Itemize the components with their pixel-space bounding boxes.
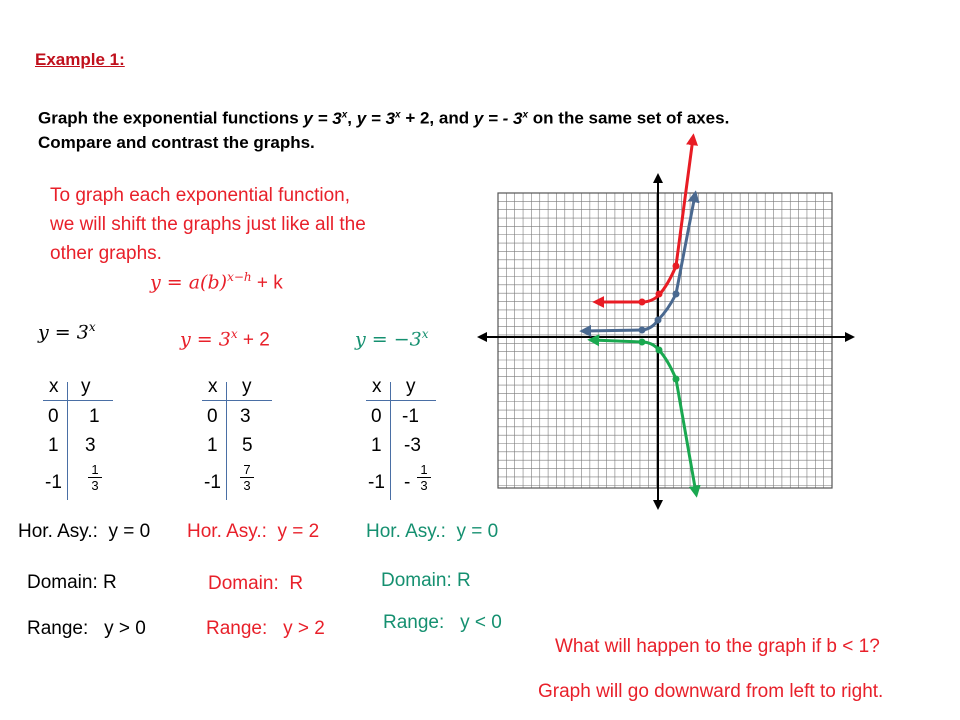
table-cell: -1 — [45, 472, 62, 493]
point-red — [639, 299, 646, 306]
function-label-base: y = −3 — [355, 328, 422, 351]
function-2-text: y = 3 — [356, 108, 396, 128]
fraction-denominator: 3 — [420, 478, 428, 493]
point-blue — [639, 327, 646, 334]
table-cell: -1 — [368, 472, 385, 493]
table-cell: -1 — [204, 472, 221, 493]
table-cell: 0 — [48, 406, 59, 427]
domain-value: R — [103, 572, 117, 593]
asymptote-value: y = 0 — [456, 521, 499, 542]
asymptote-value: y = 0 — [108, 521, 151, 542]
point-green — [639, 339, 646, 346]
intro-line-3: other graphs. — [50, 243, 162, 264]
problem-line-2: Compare and contrast the graphs. — [38, 132, 315, 152]
curve-green-left-arrow — [592, 340, 642, 342]
table-cell: 0 — [371, 406, 382, 427]
table-header-x: x — [208, 376, 218, 397]
intro-line-1: To graph each exponential function, — [50, 185, 350, 206]
fraction-numerator: 7 — [240, 462, 254, 478]
asymptote-label: Hor. Asy.: — [18, 521, 98, 542]
graph-grid — [498, 193, 832, 488]
problem-end: on the same set of axes. — [528, 108, 730, 128]
fraction-denominator: 3 — [243, 478, 251, 493]
table-header-y: y — [406, 376, 416, 397]
function-label-tail: + 2 — [237, 329, 270, 351]
range-label: Range: — [27, 618, 89, 639]
point-red — [656, 291, 663, 298]
formula-base: y = a(b) — [150, 271, 228, 294]
table-cell: 5 — [242, 435, 253, 456]
point-blue — [655, 317, 662, 324]
range-value: y < 0 — [460, 612, 502, 633]
fraction-denominator: 3 — [91, 478, 99, 493]
point-green — [673, 376, 680, 383]
function-2-tail: + 2, and — [400, 108, 474, 128]
table-cell: 3 — [240, 406, 251, 427]
table-cell: 1 — [48, 435, 59, 456]
table-cell: -1 — [402, 406, 419, 427]
curve-blue-left-arrow — [584, 330, 642, 331]
function-3-text: y = - 3 — [473, 108, 523, 128]
function-3-exp: x — [522, 109, 529, 120]
function-1-text: y = 3 — [303, 108, 342, 128]
question-text: What will happen to the graph if b < 1? — [555, 636, 880, 657]
function-label-exp: x — [230, 327, 238, 341]
point-red — [673, 263, 680, 270]
domain-label: Domain: — [381, 570, 452, 591]
table-cell: 3 — [85, 435, 96, 456]
table-cell: 1 — [89, 406, 100, 427]
range-label: Range: — [206, 618, 268, 639]
curve-green — [642, 342, 696, 493]
fraction-numerator: 1 — [88, 462, 102, 478]
point-blue — [673, 291, 680, 298]
function-1-exp: x — [341, 109, 348, 120]
table-cell: 0 — [207, 406, 218, 427]
table-cell: 1 — [207, 435, 218, 456]
asymptote-label: Hor. Asy.: — [187, 521, 267, 542]
example-title: Example 1: — [35, 50, 125, 69]
table-cell: -3 — [404, 435, 421, 456]
table-header-x: x — [372, 376, 382, 397]
asymptote-value: y = 2 — [277, 521, 320, 542]
answer-text: Graph will go downward from left to right. — [538, 681, 884, 702]
domain-label: Domain: — [27, 572, 98, 593]
table-header-y: y — [242, 376, 252, 397]
intro-line-2: we will shift the graphs just like all the — [50, 214, 366, 235]
formula-exp: x−h — [227, 270, 252, 284]
domain-value: R — [289, 573, 304, 594]
formula-tail: + k — [251, 272, 283, 294]
domain-label: Domain: — [208, 573, 279, 594]
function-2-exp: x — [395, 109, 401, 120]
table-header-y: y — [81, 376, 91, 397]
function-label-base: y = 3 — [38, 321, 89, 344]
table-cell: 1 — [371, 435, 382, 456]
separator: , — [347, 108, 357, 128]
function-label-exp: x — [421, 327, 429, 341]
function-label-exp: x — [88, 320, 96, 334]
point-green — [656, 347, 663, 354]
table-cell: - — [404, 472, 411, 493]
range-value: y > 0 — [104, 618, 146, 639]
domain-value: R — [457, 570, 471, 591]
fraction-numerator: 1 — [417, 462, 431, 478]
range-label: Range: — [383, 612, 445, 633]
table-header-x: x — [49, 376, 59, 397]
range-value: y > 2 — [283, 618, 325, 639]
asymptote-label: Hor. Asy.: — [366, 521, 446, 542]
problem-text: Graph the exponential functions — [38, 108, 304, 128]
function-label-base: y = 3 — [180, 328, 231, 351]
